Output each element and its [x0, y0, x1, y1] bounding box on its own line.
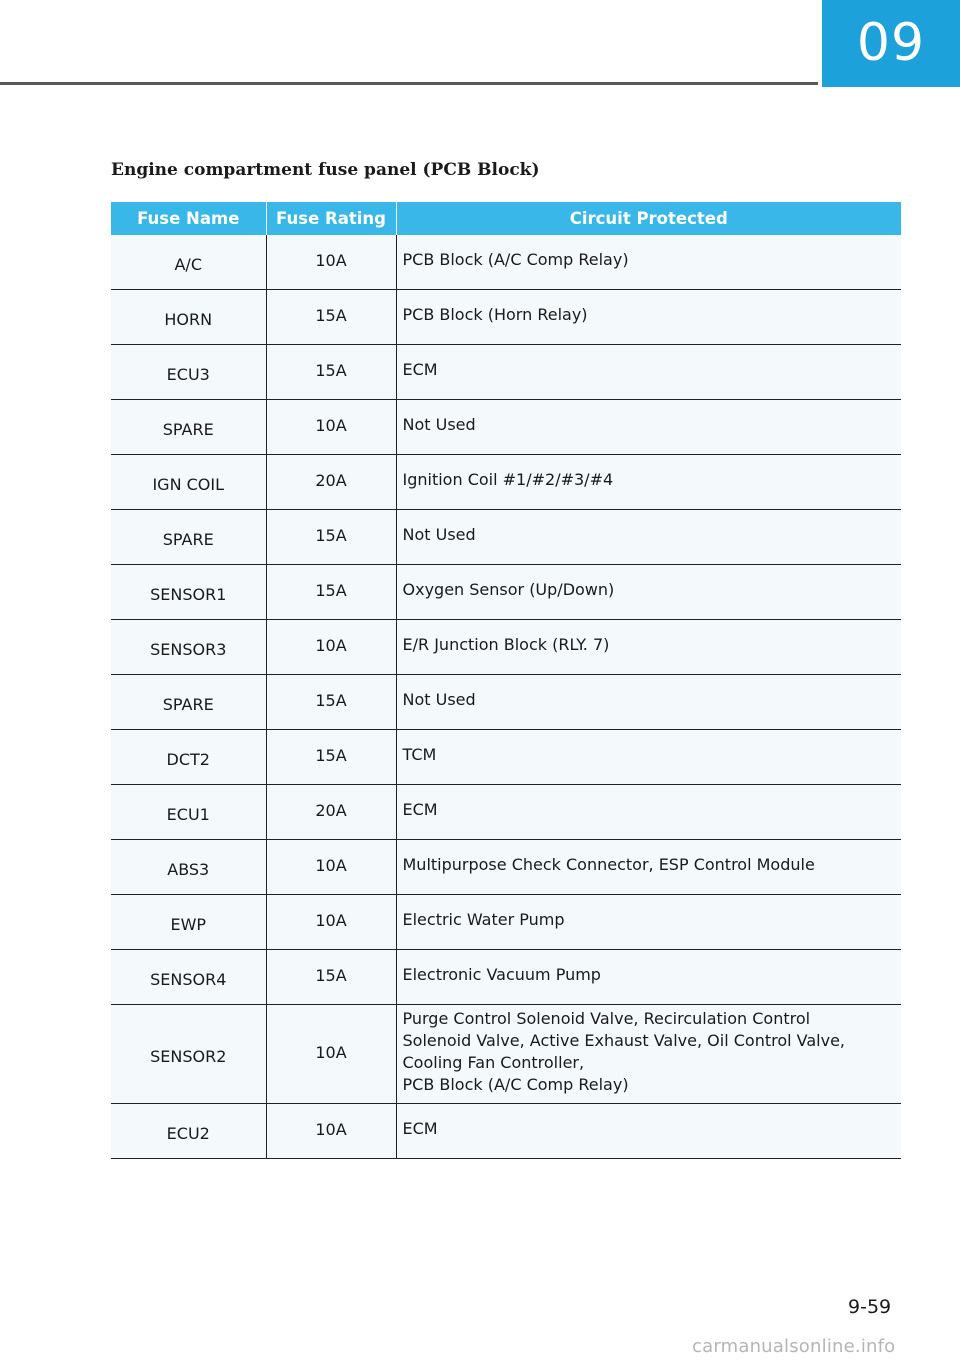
fuse-rating-cell: 20A: [266, 455, 396, 510]
fuse-rating-cell: 10A: [266, 840, 396, 895]
table-row: [111, 1104, 901, 1159]
table-row: [111, 345, 901, 400]
watermark: carmanualsonline.info: [692, 1336, 896, 1357]
fuse-name-cell: IGN COIL: [111, 455, 266, 510]
chapter-tab: 09: [822, 0, 960, 87]
table-row: [111, 950, 901, 1005]
circuit-cell: [396, 1005, 901, 1104]
fuse-name-cell: DCT2: [111, 730, 266, 785]
table-row: [111, 730, 901, 785]
circuit-cell: ECM: [396, 785, 901, 840]
circuit-cell: PCB Block (Horn Relay): [396, 290, 901, 345]
circuit-cell: Not Used: [396, 675, 901, 730]
fuse-name-cell: A/C: [111, 235, 266, 290]
fuse-rating-cell: 20A: [266, 785, 396, 840]
table-row: [111, 455, 901, 510]
fuse-name-cell: ABS3: [111, 840, 266, 895]
fuse-name-cell: HORN: [111, 290, 266, 345]
table-row: [111, 235, 901, 290]
fuse-rating-cell: 10A: [266, 235, 396, 290]
table-row: [111, 785, 901, 840]
page-number: 9-59: [848, 1296, 892, 1318]
table-row: [111, 840, 901, 895]
circuit-cell: ECM: [396, 345, 901, 400]
table-row: [111, 565, 901, 620]
section-title: Engine compartment fuse panel (PCB Block): [111, 160, 540, 180]
table-row: [111, 620, 901, 675]
circuit-cell: Ignition Coil #1/#2/#3/#4: [396, 455, 901, 510]
fuse-table: [111, 202, 901, 1159]
table-row: [111, 510, 901, 565]
fuse-name-cell: EWP: [111, 895, 266, 950]
fuse-rating-cell: 10A: [266, 1005, 396, 1104]
fuse-name-cell: ECU2: [111, 1104, 266, 1159]
circuit-line: PCB Block (A/C Comp Relay): [402, 1075, 629, 1094]
fuse-name-cell: SPARE: [111, 510, 266, 565]
table-header-row: [111, 202, 901, 235]
fuse-rating-cell: 10A: [266, 400, 396, 455]
fuse-name-cell: SPARE: [111, 400, 266, 455]
fuse-rating-cell: 15A: [266, 730, 396, 785]
column-header-circuit-protected: Circuit Protected: [396, 202, 901, 235]
fuse-name-cell: SENSOR1: [111, 565, 266, 620]
circuit-cell: Multipurpose Check Connector, ESP Control Module: [396, 840, 901, 895]
header-rule: [0, 82, 818, 85]
fuse-name-cell: SENSOR2: [111, 1005, 266, 1104]
circuit-cell: PCB Block (A/C Comp Relay): [396, 235, 901, 290]
circuit-line: Cooling Fan Controller,: [402, 1053, 585, 1072]
fuse-name-cell: SENSOR3: [111, 620, 266, 675]
table-row: [111, 400, 901, 455]
circuit-cell: ECM: [396, 1104, 901, 1159]
circuit-line: Purge Control Solenoid Valve, Recirculation Control: [402, 1009, 811, 1028]
fuse-rating-cell: 15A: [266, 290, 396, 345]
circuit-line: Solenoid Valve, Active Exhaust Valve, Oil Control Valve,: [402, 1031, 846, 1050]
fuse-name-cell: SPARE: [111, 675, 266, 730]
fuse-rating-cell: 15A: [266, 510, 396, 565]
table-row: [111, 675, 901, 730]
fuse-rating-cell: 10A: [266, 620, 396, 675]
circuit-cell: Electronic Vacuum Pump: [396, 950, 901, 1005]
fuse-name-cell: ECU3: [111, 345, 266, 400]
circuit-cell: TCM: [396, 730, 901, 785]
circuit-cell: Oxygen Sensor (Up/Down): [396, 565, 901, 620]
circuit-cell: E/R Junction Block (RLY. 7): [396, 620, 901, 675]
fuse-name-cell: ECU1: [111, 785, 266, 840]
fuse-rating-cell: 10A: [266, 1104, 396, 1159]
fuse-rating-cell: 10A: [266, 895, 396, 950]
fuse-rating-cell: 15A: [266, 565, 396, 620]
column-header-fuse-name: Fuse Name: [111, 202, 266, 235]
fuse-name-cell: SENSOR4: [111, 950, 266, 1005]
fuse-rating-cell: 15A: [266, 950, 396, 1005]
table-row: [111, 290, 901, 345]
circuit-cell: Electric Water Pump: [396, 895, 901, 950]
column-header-fuse-rating: Fuse Rating: [266, 202, 396, 235]
table-row: [111, 895, 901, 950]
fuse-rating-cell: 15A: [266, 675, 396, 730]
table-row: [111, 1005, 901, 1104]
circuit-cell: Not Used: [396, 510, 901, 565]
fuse-rating-cell: 15A: [266, 345, 396, 400]
circuit-cell: Not Used: [396, 400, 901, 455]
